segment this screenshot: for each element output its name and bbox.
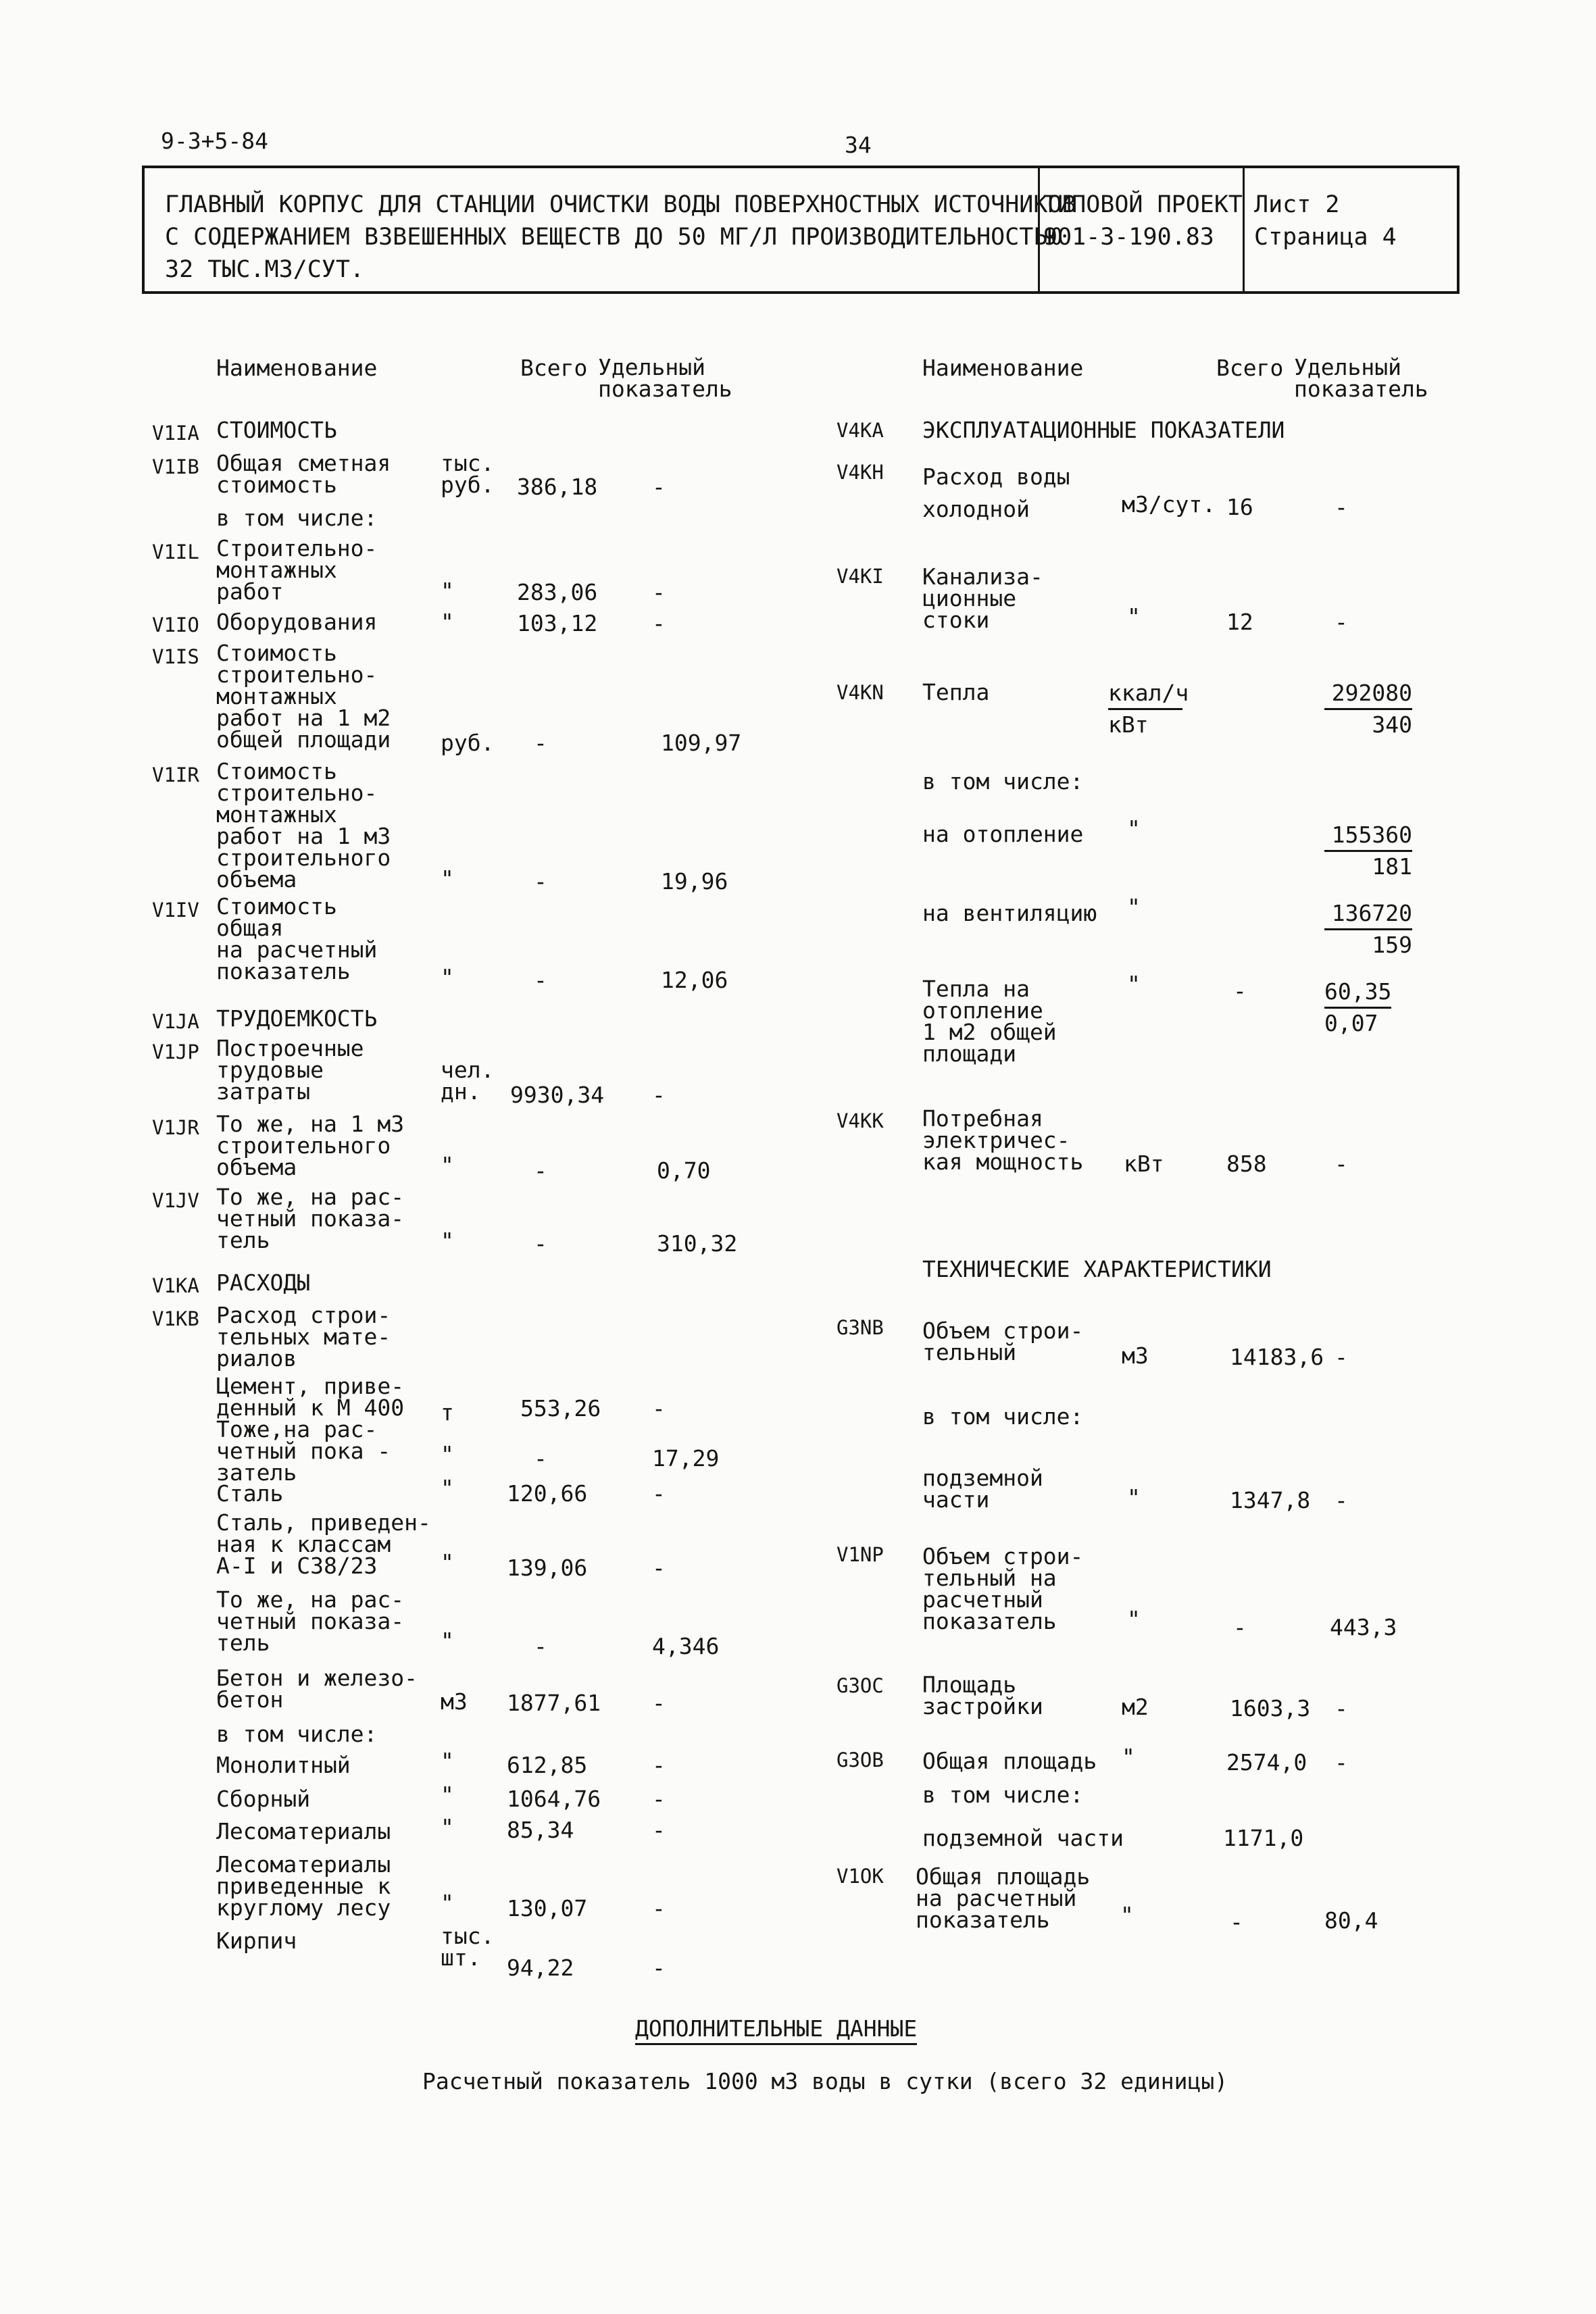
row-total: 12 (1226, 609, 1253, 635)
project-number: 901-3-190.83 (1043, 224, 1214, 251)
unit-numerator: ккал/ч (1108, 678, 1182, 710)
row-code: V1NP (837, 1543, 884, 1566)
section-heading: СТОИМОСТЬ (216, 417, 337, 443)
row-name: Бетон и железо- бетон (216, 1665, 418, 1713)
row-code: V1IL (152, 540, 199, 563)
section-heading: ТРУДОЕМКОСТЬ (216, 1005, 378, 1032)
row-code: V1IO (152, 613, 199, 636)
row-code: G3NB (837, 1316, 884, 1339)
row-name: Стоимость строительно- монтажных работ на 1 м3 строительного объема (216, 758, 391, 892)
row-total: - (1230, 1909, 1243, 1935)
row-total: - (534, 730, 547, 756)
title-line-3: 32 ТЫС.М3/СУТ. (165, 256, 365, 283)
row-code: V1IS (152, 645, 199, 668)
row-specific: - (1335, 1487, 1348, 1513)
section-heading: ЭКСПЛУАТАЦИОННЫЕ ПОКАЗАТЕЛИ (922, 417, 1285, 443)
sheet-label: Лист 2 (1254, 191, 1340, 218)
row-total: 1347,8 (1230, 1487, 1311, 1513)
row-code: G3OB (837, 1749, 884, 1771)
row-unit: " (1127, 894, 1141, 920)
row-specific: - (652, 1955, 666, 1981)
row-specific: - (652, 1786, 666, 1812)
row-name: на отопление (922, 821, 1084, 847)
row-name: Потребная электричес- кая мощность (922, 1105, 1084, 1175)
row-specific: - (652, 1555, 666, 1581)
row-code: V4KA (837, 419, 884, 442)
row-total: 1064,76 (507, 1786, 601, 1812)
row-total: - (1233, 1614, 1247, 1640)
left-col-total-header: Всего (520, 355, 588, 381)
specific-denominator: 0,07 (1324, 1010, 1378, 1036)
row-code: V4KH (837, 461, 884, 484)
row-unit: руб. (441, 730, 495, 756)
row-name: То же, на 1 м3 строительного объема (216, 1111, 405, 1180)
specific-denominator: 340 (1372, 711, 1412, 738)
row-total: - (534, 1230, 547, 1257)
row-name: Расход воды холодной (922, 463, 1070, 522)
row-name: Строительно- монтажных работ (216, 535, 378, 605)
row-name: Стоимость строительно- монтажных работ на 1 м2 общей площади (216, 640, 391, 753)
row-code: V1IB (152, 455, 199, 478)
row-total: 14183,6 (1230, 1344, 1324, 1370)
row-specific-fraction (1324, 678, 1412, 740)
row-specific: - (652, 1480, 666, 1507)
row-total: 1603,3 (1230, 1695, 1311, 1721)
row-total: 1877,61 (507, 1690, 601, 1716)
row-unit: " (441, 1475, 454, 1501)
row-total: 553,26 (520, 1395, 601, 1422)
page-label: Страница 4 (1254, 224, 1397, 251)
row-unit: " (441, 1549, 454, 1576)
row-code: V1IR (152, 763, 199, 786)
row-total: 9930,34 (510, 1082, 605, 1108)
row-name: Сталь, приведен- ная к классам А-I и С38/23 (216, 1509, 431, 1579)
row-specific: - (1335, 1695, 1348, 1721)
row-code: V1IA (152, 422, 199, 445)
row-unit: " (441, 865, 454, 892)
row-name: Общая площадь (922, 1748, 1097, 1774)
row-total: - (534, 868, 547, 895)
row-name: Кирпич (216, 1928, 297, 1954)
row-unit: тыс. руб. (441, 450, 495, 498)
row-unit: м3/сут. (1122, 491, 1216, 518)
row-unit: " (441, 1152, 454, 1178)
row-unit: т (441, 1399, 454, 1426)
row-total: 103,12 (517, 610, 598, 636)
row-code: V1IV (152, 899, 199, 922)
row-unit-fraction (1108, 678, 1189, 740)
row-unit: тыс. шт. (441, 1923, 495, 1971)
row-specific: - (652, 1690, 666, 1716)
row-name: То же, на рас- четный показа- тель (216, 1586, 405, 1656)
page-number: 34 (845, 132, 872, 158)
row-name: Сборный (216, 1786, 311, 1812)
row-specific: 19,96 (661, 868, 728, 895)
row-specific: 0,70 (657, 1157, 711, 1184)
row-specific: 109,97 (661, 730, 742, 756)
row-unit: " (441, 578, 454, 604)
row-specific: - (1335, 609, 1348, 635)
subheading: в том числе: (216, 505, 378, 531)
additional-data-heading (635, 2017, 917, 2040)
row-code: V1JA (152, 1010, 199, 1033)
row-name: Построечные трудовые затраты (216, 1035, 364, 1105)
row-unit: " (1127, 971, 1141, 997)
row-unit: м3 (441, 1688, 468, 1715)
document-code: 9-3+5-84 (161, 128, 268, 154)
row-code: V1JV (152, 1189, 199, 1212)
row-unit: " (441, 1228, 454, 1254)
additional-data-heading-text: ДОПОЛНИТЕЛЬНЫЕ ДАННЫЕ (635, 2015, 917, 2045)
row-specific: 443,3 (1330, 1614, 1397, 1640)
row-name: подземной части (922, 1465, 1043, 1513)
row-name: Общая сметная стоимость (216, 450, 391, 498)
row-unit: " (1127, 603, 1141, 630)
row-specific: 4,346 (652, 1633, 720, 1659)
row-total: - (534, 1157, 547, 1184)
row-total: 283,06 (517, 579, 598, 605)
row-specific-fraction (1324, 899, 1412, 960)
row-total: - (534, 1633, 547, 1659)
title-block (142, 166, 1460, 294)
row-specific-fraction (1324, 820, 1412, 882)
row-code: G3OC (837, 1674, 884, 1697)
row-code: V1OK (837, 1865, 884, 1888)
row-code: V1KA (152, 1274, 199, 1297)
row-unit: " (441, 964, 454, 990)
left-col-name-header: Наименование (216, 355, 378, 381)
row-total: - (534, 967, 547, 993)
unit-denominator: кВт (1108, 711, 1149, 738)
row-name: Лесоматериалы приведенные к круглому лесу (216, 1851, 391, 1921)
row-total: - (534, 1445, 547, 1472)
row-code: V1KB (152, 1307, 199, 1330)
row-name: Объем строи- тельный (922, 1317, 1084, 1365)
section-heading: РАСХОДЫ (216, 1269, 311, 1296)
specific-numerator: 292080 (1324, 678, 1412, 710)
row-specific: 80,4 (1324, 1907, 1378, 1934)
row-total: 858 (1226, 1151, 1267, 1177)
row-total: 94,22 (507, 1955, 574, 1981)
row-total: - (1233, 978, 1247, 1004)
row-unit: кВт (1124, 1151, 1164, 1177)
subheading: в том числе: (216, 1721, 378, 1747)
row-total: 120,66 (507, 1480, 588, 1507)
row-name: на вентиляцию (922, 900, 1097, 926)
row-unit: " (1127, 1606, 1141, 1632)
row-specific: 310,32 (657, 1230, 738, 1257)
row-unit: м2 (1122, 1694, 1149, 1720)
specific-numerator: 136720 (1324, 899, 1412, 930)
row-total: 139,06 (507, 1555, 588, 1581)
row-unit: м3 (1122, 1342, 1149, 1369)
row-unit: " (1122, 1744, 1135, 1770)
row-code: V4KK (837, 1109, 884, 1132)
row-unit: " (441, 1890, 454, 1916)
left-col-specific-header: Удельный показатель (598, 354, 732, 402)
right-col-total-header: Всего (1216, 355, 1284, 381)
row-specific: - (652, 579, 666, 605)
row-specific: 17,29 (652, 1445, 720, 1472)
row-unit: " (441, 1628, 454, 1654)
row-unit: " (1120, 1902, 1134, 1928)
row-unit: чел. дн. (441, 1057, 495, 1105)
row-unit: " (441, 1441, 454, 1467)
row-name: Сталь (216, 1480, 284, 1507)
row-specific: - (1335, 1749, 1348, 1776)
row-code: V1JP (152, 1040, 199, 1063)
row-code: V1JR (152, 1116, 199, 1139)
specific-denominator: 159 (1372, 932, 1412, 958)
project-label: ТИПОВОЙ ПРОЕКТ (1043, 191, 1243, 218)
row-specific: - (652, 474, 666, 500)
specific-numerator: 60,35 (1324, 977, 1391, 1009)
title-line-2: С СОДЕРЖАНИЕМ ВЗВЕШЕННЫХ ВЕЩЕСТВ ДО 50 МГ/Л ПРОИЗВОДИТЕЛЬНОСТЬЮ (165, 224, 1062, 251)
row-name: Лесоматериалы (216, 1818, 391, 1844)
row-name: Тепла на отопление 1 м2 общей площади (922, 976, 1057, 1067)
row-specific: 12,06 (661, 967, 728, 993)
row-specific: - (1335, 494, 1348, 520)
specific-numerator: 155360 (1324, 820, 1412, 852)
row-specific: - (652, 1895, 666, 1921)
row-total: 612,85 (507, 1752, 588, 1778)
row-specific: - (652, 1082, 666, 1108)
row-unit: " (441, 1782, 454, 1808)
row-name: Канализа- ционные стоки (922, 563, 1043, 633)
footer-note: Расчетный показатель 1000 м3 воды в сутки (всего 32 единицы) (422, 2068, 1228, 2094)
row-total: 16 (1226, 494, 1253, 520)
row-code: V4KI (837, 565, 884, 588)
row-total: 130,07 (507, 1895, 588, 1921)
row-name: Площадь застройки (922, 1671, 1043, 1719)
row-name: То же, на рас- четный показа- тель (216, 1184, 405, 1253)
subheading: в том числе: (922, 1403, 1084, 1430)
row-total: 386,18 (517, 474, 598, 500)
row-specific: - (652, 1395, 666, 1422)
row-unit: " (441, 609, 454, 635)
row-name: Оборудования (216, 609, 378, 635)
row-name: Объем строи- тельный на расчетный показатель (922, 1543, 1084, 1634)
row-unit: " (1127, 815, 1141, 842)
row-specific: - (652, 1817, 666, 1843)
subheading: в том числе: (922, 768, 1084, 795)
right-col-name-header: Наименование (922, 355, 1084, 381)
row-total: 2574,0 (1226, 1749, 1307, 1776)
row-unit: " (1127, 1484, 1141, 1511)
row-name: Цемент, приве- денный к М 400 (216, 1373, 405, 1421)
row-specific: - (1335, 1151, 1348, 1177)
subheading: в том числе: (922, 1782, 1084, 1808)
technical-characteristics-heading: ТЕХНИЧЕСКИЕ ХАРАКТЕРИСТИКИ (922, 1256, 1272, 1282)
row-specific-fraction (1324, 977, 1412, 1038)
row-code: V4KN (837, 681, 884, 704)
row-name: Тоже,на рас- четный пока - затель (216, 1416, 391, 1486)
row-total: 1171,0 (1223, 1825, 1304, 1851)
row-total: 85,34 (507, 1817, 574, 1843)
row-specific: - (1335, 1344, 1348, 1370)
right-col-specific-header: Удельный показатель (1294, 354, 1428, 402)
row-specific: - (652, 1752, 666, 1778)
specific-denominator: 181 (1372, 853, 1412, 880)
row-name: Общая площадь на расчетный показатель (916, 1863, 1091, 1933)
title-line-1: ГЛАВНЫЙ КОРПУС ДЛЯ СТАНЦИИ ОЧИСТКИ ВОДЫ ПОВЕРХНОСТНЫХ ИСТОЧНИКОВ (165, 191, 1076, 218)
row-name: Тепла (922, 679, 990, 705)
row-name: Расход строи- тельных мате- риалов (216, 1302, 391, 1372)
row-unit: " (441, 1814, 454, 1840)
row-name: подземной части (922, 1825, 1124, 1851)
row-name: Монолитный (216, 1752, 351, 1778)
row-specific: - (652, 610, 666, 636)
row-name: Стоимость общая на расчетный показатель (216, 893, 378, 984)
row-unit: " (441, 1748, 454, 1774)
